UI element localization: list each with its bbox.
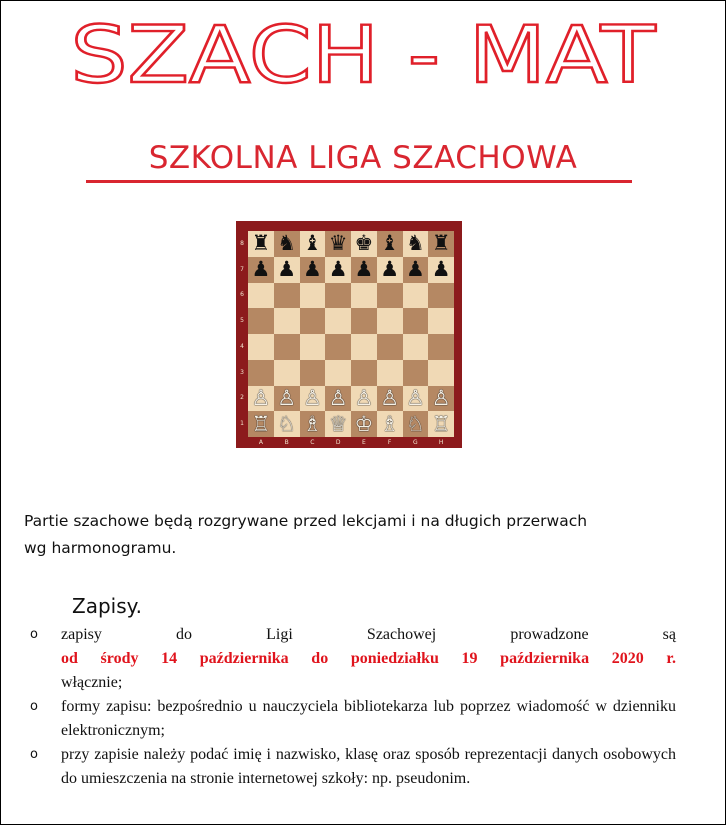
board-square	[274, 308, 300, 334]
list-item	[30, 623, 676, 695]
board-square	[377, 283, 403, 309]
intro-line-2: wg harmonogramu.	[24, 539, 177, 557]
rank-label: 5	[240, 317, 244, 325]
board-square	[377, 334, 403, 360]
rank-label: 2	[240, 394, 244, 402]
board-square	[351, 334, 377, 360]
chess-piece: ♟	[300, 257, 326, 283]
board-square	[248, 334, 274, 360]
rank-label: 6	[240, 291, 244, 299]
subtitle-underline	[86, 180, 632, 183]
chess-piece: ♞	[403, 231, 429, 257]
board-square	[428, 283, 454, 309]
board-square	[325, 360, 351, 386]
chess-piece: ♙	[351, 386, 377, 412]
board-square	[351, 308, 377, 334]
chess-piece: ♟	[351, 257, 377, 283]
page-title-text: SZACH - MAT	[70, 11, 656, 100]
item-text: przy zapisie należy podać imię i nazwisko, klasę oraz sposób reprezentacji danych osobowych do umieszczenia na stronie internetowej szkoły: np. pseudonim.	[61, 746, 676, 787]
board-square	[403, 283, 429, 309]
file-label: B	[284, 439, 289, 446]
registration-dates: od środy 14 października do poniedziałku 19 października 2020 r.	[61, 650, 676, 667]
board-square	[274, 360, 300, 386]
board-square	[351, 360, 377, 386]
chess-piece: ♟	[248, 257, 274, 283]
board-square	[377, 308, 403, 334]
chess-piece: ♘	[403, 411, 429, 437]
chess-piece: ♙	[377, 386, 403, 412]
chess-piece: ♟	[403, 257, 429, 283]
chess-piece: ♟	[428, 257, 454, 283]
chess-piece: ♗	[300, 411, 326, 437]
chess-piece: ♟	[325, 257, 351, 283]
registration-list	[30, 623, 676, 791]
board-square	[325, 283, 351, 309]
chess-piece: ♙	[325, 386, 351, 412]
board-square	[300, 308, 326, 334]
bullet-icon: o	[30, 747, 38, 762]
chess-piece: ♟	[274, 257, 300, 283]
chess-piece: ♙	[428, 386, 454, 412]
file-label: G	[413, 439, 418, 446]
chess-piece: ♛	[325, 231, 351, 257]
page-title	[0, 0, 726, 100]
file-label: E	[361, 439, 366, 446]
board-square	[300, 360, 326, 386]
board-square	[428, 360, 454, 386]
bullet-icon: o	[30, 699, 38, 714]
intro-paragraph	[24, 508, 664, 562]
item-text: włącznie;	[61, 674, 123, 691]
chess-piece: ♘	[274, 411, 300, 437]
chess-piece: ♙	[300, 386, 326, 412]
board-square	[248, 283, 274, 309]
board-square	[403, 308, 429, 334]
rank-label: 7	[240, 265, 244, 273]
board-square	[300, 283, 326, 309]
board-square	[325, 334, 351, 360]
file-label: C	[310, 439, 315, 446]
rank-label: 3	[240, 368, 244, 376]
chess-piece: ♙	[248, 386, 274, 412]
board-square	[377, 360, 403, 386]
chess-piece: ♕	[325, 411, 351, 437]
chess-piece: ♜	[248, 231, 274, 257]
chessboard-image	[236, 221, 462, 448]
item-text: zapisy do Ligi Szachowej prowadzone są	[61, 626, 676, 643]
board-square	[403, 360, 429, 386]
list-item	[30, 743, 676, 791]
rank-label: 8	[240, 239, 244, 247]
chess-piece: ♖	[428, 411, 454, 437]
chess-piece: ♝	[300, 231, 326, 257]
rank-label: 4	[240, 342, 244, 350]
file-label: A	[258, 439, 263, 446]
board-square	[248, 308, 274, 334]
board-square	[248, 360, 274, 386]
board-square	[325, 308, 351, 334]
file-label: F	[387, 439, 392, 446]
chess-piece: ♔	[351, 411, 377, 437]
chess-piece: ♖	[248, 411, 274, 437]
list-item	[30, 695, 676, 743]
page-subtitle: SZKOLNA LIGA SZACHOWA	[148, 140, 578, 176]
bullet-icon: o	[30, 627, 38, 642]
chess-piece: ♜	[428, 231, 454, 257]
board-square	[274, 283, 300, 309]
board-square	[403, 334, 429, 360]
chess-piece: ♟	[377, 257, 403, 283]
board-square	[274, 334, 300, 360]
board-square	[300, 334, 326, 360]
chess-piece: ♝	[377, 231, 403, 257]
chess-piece: ♚	[351, 231, 377, 257]
file-label: H	[438, 439, 444, 446]
chess-piece: ♙	[274, 386, 300, 412]
chess-piece: ♗	[377, 411, 403, 437]
rank-label: 1	[240, 420, 244, 428]
registration-heading: Zapisy.	[72, 594, 142, 618]
board-square	[428, 334, 454, 360]
chessboard	[248, 231, 454, 437]
chess-piece: ♙	[403, 386, 429, 412]
chess-piece: ♞	[274, 231, 300, 257]
file-label: D	[335, 439, 341, 446]
item-text: formy zapisu: bezpośrednio u nauczyciela bibliotekarza lub poprzez wiadomość w dzienniku elektronicznym;	[61, 698, 676, 739]
board-square	[351, 283, 377, 309]
intro-line-1: Partie szachowe będą rozgrywane przed lekcjami i na długich przerwach	[24, 512, 588, 530]
board-square	[428, 308, 454, 334]
